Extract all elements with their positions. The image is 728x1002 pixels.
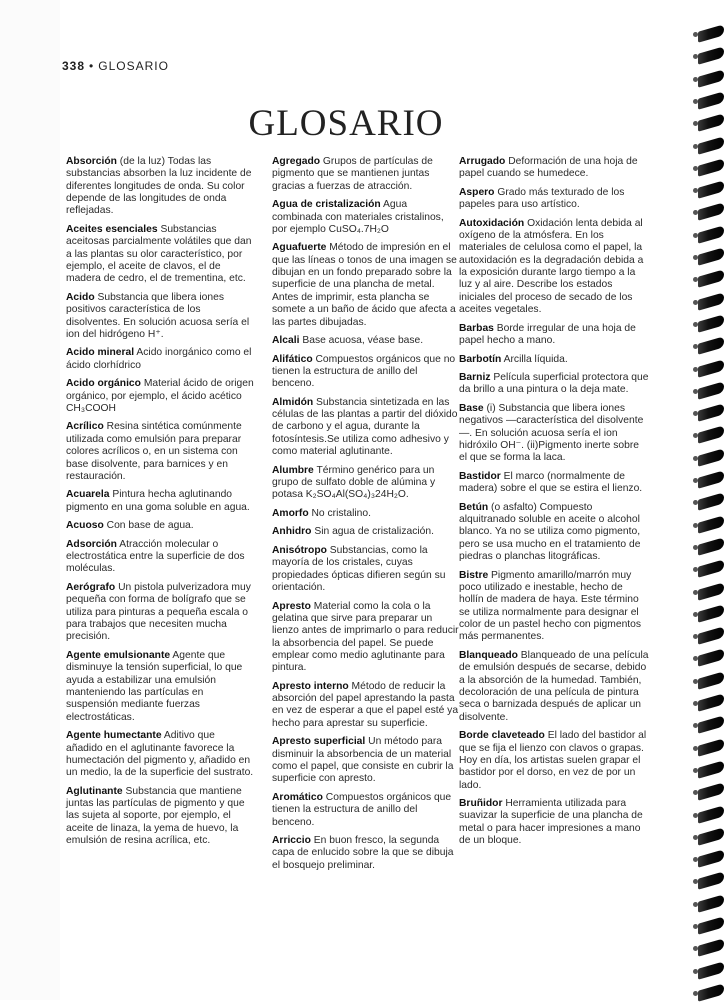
binding-hole xyxy=(693,746,698,751)
glossary-term: Arriccio xyxy=(272,835,311,847)
glossary-definition: Arcilla líquida. xyxy=(501,353,568,365)
binding-coil xyxy=(698,225,724,243)
binding-coil xyxy=(698,983,724,1001)
glossary-entry xyxy=(459,471,649,496)
binding-coil xyxy=(698,626,724,644)
glossary-definition: Base acuosa, véase base. xyxy=(299,335,424,347)
glossary-definition: Aditivo que añadido en el aglutinante favorece la humectación del pigmento y, añadido en un medio, la de la superficie del sustrato. xyxy=(66,730,254,779)
binding-coil xyxy=(698,180,724,198)
glossary-term: Agente humectante xyxy=(66,730,162,742)
glossary-entry xyxy=(66,650,254,724)
glossary-entry xyxy=(66,421,254,483)
binding-hole xyxy=(693,813,698,818)
binding-coil xyxy=(698,582,724,600)
binding-coil xyxy=(698,69,724,87)
glossary-definition: Substancia que mantiene juntas las partículas de pigmento y que las sujeta al soporte, por ejemplo, el aceite de linaza, la yema de huevo, la emulsión de resina acrílica, etc. xyxy=(66,785,245,847)
binding-coil xyxy=(698,604,724,622)
binding-hole xyxy=(693,701,698,706)
glossary-definition: Oxidación lenta debida al oxígeno de la atmósfera. En los materiales de celulosa como el papel, la autoxidación es la degradación debida a la exposición durante largo tiempo a la luz y al aire. Describe los estados iniciales del proceso de secado de los aceites vegetales. xyxy=(459,217,644,316)
glossary-definition: En buon fresco, la segunda capa de enlucido sobre la que se dibuja el bosquejo preliminar. xyxy=(272,835,454,871)
glossary-definition: Substancias, como la mayoría de los cristales, cuyas propiedades ópticas difieren según su orientación. xyxy=(272,544,446,593)
glossary-definition: Acido inorgánico como el ácido clorhídrico xyxy=(66,347,252,371)
glossary-definition: Atracción molecular o electrostática entre la superficie de dos moléculas. xyxy=(66,538,245,575)
glossary-term: Apresto superficial xyxy=(272,736,366,748)
header-separator: • xyxy=(89,59,95,73)
binding-coil xyxy=(698,203,724,221)
glossary-term: Bastidor xyxy=(459,470,501,482)
glossary-column-2 xyxy=(272,156,460,878)
glossary-entry xyxy=(459,798,649,847)
page-margin xyxy=(0,0,60,1000)
glossary-definition: Pigmento amarillo/marrón muy poco utilizado e inestable, hecho de hollín de madera de haya. Este término se utiliza normalmente para designar el color de un pastel hecho con pigmentos más permanentes. xyxy=(459,569,642,643)
glossary-definition: (i) Substancia que libera iones negativos —característica del disolvente—. En solución acuosa sería el ion hidróxilo OH⁻. (ii)Pigmento inerte sobre el que se forma la laca. xyxy=(459,402,644,464)
glossary-definition: Un pistola pulverizadora muy pequeña con forma de bolígrafo que se utiliza para pinturas a pequeña escala o para trabajos que necesiten mucha precisión. xyxy=(66,582,251,643)
binding-hole xyxy=(693,99,698,104)
glossary-definition: Deformación de una hoja de papel cuando se humedece. xyxy=(459,156,638,180)
binding-coil xyxy=(698,827,724,845)
binding-hole xyxy=(693,255,698,260)
binding-hole xyxy=(693,300,698,305)
glossary-entry xyxy=(66,539,254,576)
binding-hole xyxy=(693,166,698,171)
glossary-term: Acuarela xyxy=(66,489,110,501)
binding-coil xyxy=(698,537,724,555)
glossary-term: Alifático xyxy=(272,353,313,365)
binding-hole xyxy=(693,322,698,327)
glossary-entry xyxy=(459,218,649,317)
binding-hole xyxy=(693,902,698,907)
binding-hole xyxy=(693,545,698,550)
binding-hole xyxy=(693,478,698,483)
binding-hole xyxy=(693,679,698,684)
binding-hole xyxy=(693,144,698,149)
glossary-definition: Herramienta utilizada para suavizar la superficie de una plancha de metal o para hacer impresiones a mano de un bloque. xyxy=(459,798,643,847)
glossary-entry xyxy=(272,792,460,829)
glossary-term: Acrílico xyxy=(66,421,104,433)
binding-coil xyxy=(698,559,724,577)
binding-coil xyxy=(698,738,724,756)
binding-coil xyxy=(698,493,724,511)
glossary-term: Betún xyxy=(459,501,489,513)
binding-coil xyxy=(698,47,724,65)
glossary-term: Acido xyxy=(66,291,95,303)
binding-hole xyxy=(693,612,698,617)
glossary-entry xyxy=(459,403,649,465)
glossary-entry xyxy=(66,520,254,532)
glossary-entry xyxy=(272,736,460,785)
glossary-definition: Blanqueado de una película de emulsión después de secarse, debido a la absorción de la humedad. También, decoloración de una película de pintura seca o barnizada después de aplicar un disolvente. xyxy=(459,649,649,723)
running-header xyxy=(62,59,169,73)
binding-hole xyxy=(693,233,698,238)
glossary-term: Aguafuerte xyxy=(272,242,327,254)
binding-coil xyxy=(698,314,724,332)
binding-hole xyxy=(693,389,698,394)
binding-coil xyxy=(698,760,724,778)
glossary-column-3 xyxy=(459,156,649,854)
glossary-term: Barbotín xyxy=(459,353,502,365)
glossary-entry xyxy=(459,650,649,724)
glossary-term: Autoxidación xyxy=(459,217,525,229)
glossary-definition: Substancias aceitosas parcialmente volátiles que dan a las plantas su olor característico, por ejemplo, el aceite de clavos, el de madera de cedro, el de trementina, etc. xyxy=(66,223,252,285)
glossary-entry xyxy=(66,292,254,341)
glossary-entry xyxy=(459,372,649,397)
glossary-entry xyxy=(66,489,254,514)
glossary-term: Agregado xyxy=(272,156,321,167)
binding-hole xyxy=(693,77,698,82)
glossary-definition: Sin agua de cristalización. xyxy=(311,526,434,538)
binding-coil xyxy=(698,515,724,533)
binding-coil xyxy=(698,939,724,957)
glossary-entry xyxy=(272,242,460,328)
glossary-term: Acido orgánico xyxy=(66,378,141,390)
glossary-columns xyxy=(66,156,678,976)
binding-coil xyxy=(698,336,724,354)
glossary-entry xyxy=(66,582,254,644)
glossary-definition: Borde irregular de una hoja de papel hecho a mano. xyxy=(459,322,636,347)
binding-coil xyxy=(698,270,724,288)
glossary-definition: Método de reducir la absorción del papel aprestando la pasta en vez de esperar a que el papel esté ya hecho para aprestar su superficie. xyxy=(272,680,459,729)
binding-hole xyxy=(693,523,698,528)
binding-coil xyxy=(698,158,724,176)
binding-coil xyxy=(698,292,724,310)
glossary-term: Aceites esenciales xyxy=(66,223,158,235)
glossary-entry xyxy=(272,354,460,391)
glossary-term: Anisótropo xyxy=(272,544,327,556)
glossary-definition: Pintura hecha aglutinando pigmento en una goma soluble en agua. xyxy=(66,489,250,513)
glossary-term: Amorfo xyxy=(272,507,309,519)
glossary-definition: Substancia que libera iones positivos característica de los disolventes. En solución acuosa sería el ion del hidrógeno H⁺. xyxy=(66,291,250,340)
binding-coil xyxy=(698,91,724,109)
glossary-definition: (de la luz) Todas las substancias absorben la luz incidente de diferentes longitudes de onda. Su color depende de las longitudes de onda reflejadas. xyxy=(66,156,252,217)
binding-coil xyxy=(698,649,724,667)
binding-coil xyxy=(698,849,724,867)
glossary-definition: Compuestos orgánicos que no tienen la estructura de anillo del benceno. xyxy=(272,353,456,390)
glossary-entry xyxy=(272,601,460,675)
glossary-entry xyxy=(459,323,649,348)
glossary-term: Base xyxy=(459,402,484,414)
header-section: GLOSARIO xyxy=(98,59,169,73)
binding-coil xyxy=(698,782,724,800)
spiral-binding xyxy=(692,0,728,1000)
glossary-definition: El marco (normalmente de madera) sobre el que se estira el lienzo. xyxy=(459,470,643,495)
binding-coil xyxy=(698,381,724,399)
glossary-definition: Grupos de partículas de pigmento que se mantienen juntas gracias a fuerzas de atracción. xyxy=(272,156,433,192)
binding-hole xyxy=(693,924,698,929)
glossary-definition: Agua combinada con materiales cristalinos, por ejemplo CuSO₄.7H₂O xyxy=(272,199,444,235)
glossary-term: Aspero xyxy=(459,186,495,198)
glossary-term: Blanqueado xyxy=(459,649,518,661)
binding-coil xyxy=(698,916,724,934)
glossary-definition: El lado del bastidor al que se fija el lienzo con clavos o grapas. Hoy en día, los artistas suelen grapar el bastidor por el dorso, en vez de por un lado. xyxy=(459,730,647,791)
binding-coil xyxy=(698,247,724,265)
glossary-term: Almidón xyxy=(272,396,314,408)
page-title: GLOSARIO xyxy=(248,103,444,144)
glossary-definition: Película superficial protectora que da brillo a una pintura o la deja mate. xyxy=(459,372,649,396)
binding-hole xyxy=(693,367,698,372)
glossary-entry xyxy=(272,681,460,730)
binding-hole xyxy=(693,991,698,996)
glossary-term: Agua de cristalización xyxy=(272,199,381,211)
binding-coil xyxy=(698,805,724,823)
binding-hole xyxy=(693,835,698,840)
glossary-entry xyxy=(272,397,460,459)
binding-coil xyxy=(698,403,724,421)
binding-coil xyxy=(698,894,724,912)
binding-hole xyxy=(693,32,698,37)
glossary-term: Borde claveteado xyxy=(459,730,545,742)
glossary-term: Bistre xyxy=(459,569,489,581)
binding-hole xyxy=(693,768,698,773)
glossary-definition: Agente que disminuye la tensión superficial, lo que ayuda a estabilizar una emulsión manteniendo las partículas en suspensión mediante fuerzas electrostáticas. xyxy=(66,649,243,723)
glossary-entry xyxy=(459,730,649,792)
glossary-definition: Grado más texturado de los papeles para uso artístico. xyxy=(459,186,625,211)
glossary-term: Barniz xyxy=(459,372,491,384)
binding-coil xyxy=(698,961,724,979)
binding-hole xyxy=(693,456,698,461)
glossary-entry xyxy=(272,335,460,347)
binding-coil xyxy=(698,24,724,42)
glossary-definition: Material como la cola o la gelatina que sirve para preparar un lienzo antes de imprimarlo o para reducir la absorbencia del papel. Se puede emplear como medio aglutinante para pintura. xyxy=(272,600,459,674)
binding-coil xyxy=(698,359,724,377)
glossary-entry xyxy=(66,730,254,779)
binding-coil xyxy=(698,671,724,689)
binding-coil xyxy=(698,426,724,444)
glossary-term: Adsorción xyxy=(66,538,117,550)
page-number: 338 xyxy=(62,59,86,73)
glossary-entry xyxy=(272,465,460,502)
glossary-entry xyxy=(66,224,254,286)
glossary-term: Aglutinante xyxy=(66,785,123,797)
glossary-entry xyxy=(66,156,254,218)
glossary-term: Anhidro xyxy=(272,526,312,538)
glossary-definition: No cristalino. xyxy=(308,507,371,519)
glossary-entry xyxy=(459,156,649,181)
glossary-entry xyxy=(459,570,649,644)
binding-coil xyxy=(698,693,724,711)
glossary-definition: Material ácido de origen orgánico, por ejemplo, el ácido acético CH₃COOH xyxy=(66,378,254,414)
glossary-definition: Un método para disminuir la absorbencia de un material como el papel, que consiste en cubrir la superficie con apresto. xyxy=(272,736,454,785)
glossary-entry xyxy=(66,347,254,372)
glossary-entry xyxy=(272,199,460,236)
binding-coil xyxy=(698,113,724,131)
binding-coil xyxy=(698,872,724,890)
glossary-definition: Resina sintética comúnmente utilizada como emulsión para preparar colores acrílicos o, en un sistema con base disolvente, para barnices y en restauración. xyxy=(66,421,242,482)
glossary-column-1 xyxy=(66,156,254,854)
glossary-definition: Con base de agua. xyxy=(103,520,194,532)
binding-coil xyxy=(698,448,724,466)
glossary-entry xyxy=(272,526,460,538)
binding-coil xyxy=(698,470,724,488)
glossary-term: Apresto interno xyxy=(272,680,349,692)
glossary-term: Barbas xyxy=(459,322,494,334)
glossary-definition: Compuestos orgánicos que tienen la estructura de anillo del benceno. xyxy=(272,791,452,828)
glossary-term: Alumbre xyxy=(272,464,314,476)
glossary-term: Alcali xyxy=(272,335,300,347)
glossary-entry xyxy=(459,187,649,212)
binding-coil xyxy=(698,136,724,154)
binding-coil xyxy=(698,716,724,734)
glossary-term: Aerógrafo xyxy=(66,582,116,593)
glossary-entry xyxy=(272,156,460,193)
glossary-entry xyxy=(272,835,460,872)
binding-hole xyxy=(693,590,698,595)
glossary-term: Bruñidor xyxy=(459,798,503,810)
glossary-definition: (o asfalto) Compuesto alquitranado soluble en aceite o alcohol blanco. Ya no se utiliza como pigmento, pero se usa mucho en el tratamiento de piedras o planchas litográficas. xyxy=(459,501,641,563)
glossary-term: Acido mineral xyxy=(66,347,135,359)
glossary-term: Agente emulsionante xyxy=(66,649,171,661)
glossary-entry xyxy=(459,354,649,366)
glossary-term: Apresto xyxy=(272,600,311,612)
glossary-term: Acuoso xyxy=(66,520,104,532)
glossary-entry xyxy=(272,508,460,520)
binding-hole xyxy=(693,969,698,974)
glossary-entry xyxy=(66,378,254,415)
glossary-definition: Término genérico para un grupo de sulfato doble de alúmina y potasa K₂SO₄Al(SO₄)₃24H₂O. xyxy=(272,464,436,501)
glossary-entry xyxy=(272,545,460,594)
glossary-term: Arrugado xyxy=(459,156,506,167)
glossary-entry xyxy=(66,786,254,848)
glossary-definition: Substancia sintetizada en las células de las plantas a partir del dióxido de carbono y el agua, durante la fotosíntesis.Se utiliza como adhesivo y como material aglutinante. xyxy=(272,396,458,458)
glossary-definition: Método de impresión en el que las líneas o tonos de una imagen se dibujan en un fondo preparado sobre la superficie de una plancha de metal. Antes de imprimir, esta plancha se somete a un baño de ácido que afecta a las partes dibujadas. xyxy=(272,242,457,328)
glossary-term: Absorción xyxy=(66,156,117,167)
glossary-term: Aromático xyxy=(272,791,323,803)
glossary-entry xyxy=(459,502,649,564)
